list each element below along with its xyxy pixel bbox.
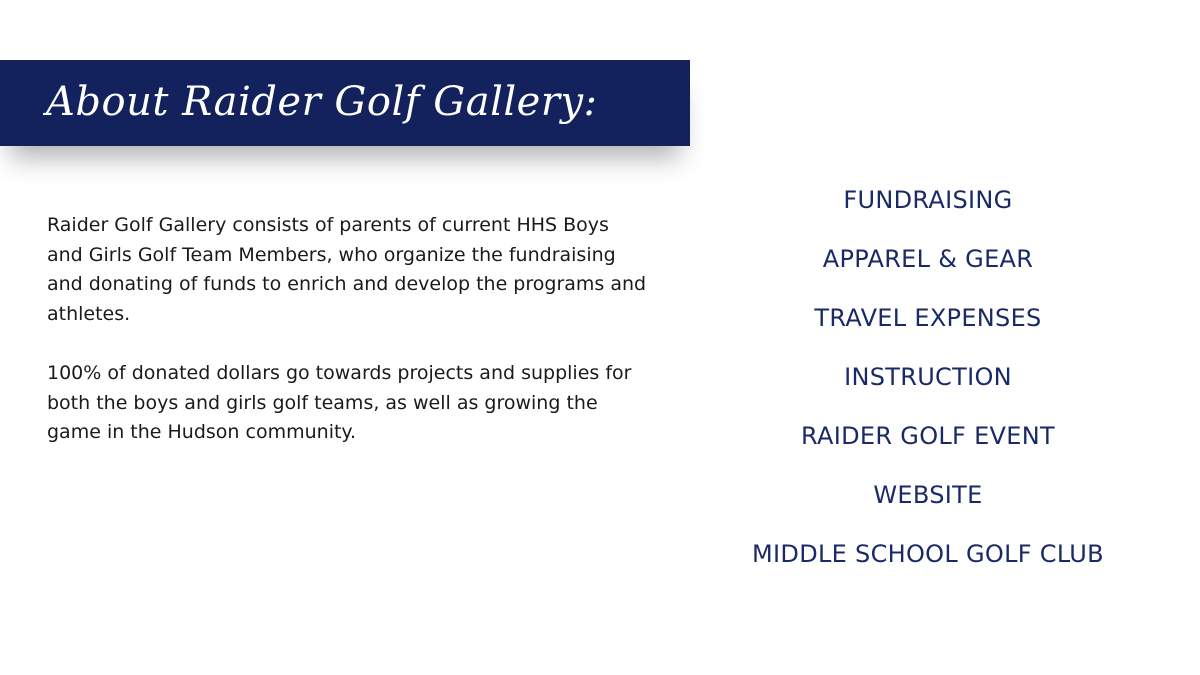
list-item-instruction: INSTRUCTION (844, 363, 1012, 391)
about-paragraph: 100% of donated dollars go towards projects and supplies for both the boys and girls golf teams, as well as growing the game in the Hudson community. (47, 362, 632, 443)
title-banner (0, 60, 690, 146)
page-title: About Raider Golf Gallery: (46, 79, 598, 125)
list-item-website: WEBSITE (873, 481, 983, 509)
list-item-apparel-gear: APPAREL & GEAR (822, 245, 1034, 273)
about-section (47, 211, 647, 478)
list-item-travel-expenses: TRAVEL EXPENSES (814, 304, 1042, 332)
funds-use-list (698, 181, 1158, 594)
list-item-raider-golf-event: RAIDER GOLF EVENT (801, 422, 1055, 450)
about-paragraph: Raider Golf Gallery consists of parents of current HHS Boys and Girls Golf Team Members, who organize the fundraising and donating of funds to enrich and develop the programs and athletes. (47, 214, 647, 325)
list-item-middle-school-golf-club: MIDDLE SCHOOL GOLF CLUB (752, 540, 1104, 568)
list-item-fundraising: FUNDRAISING (843, 186, 1013, 214)
